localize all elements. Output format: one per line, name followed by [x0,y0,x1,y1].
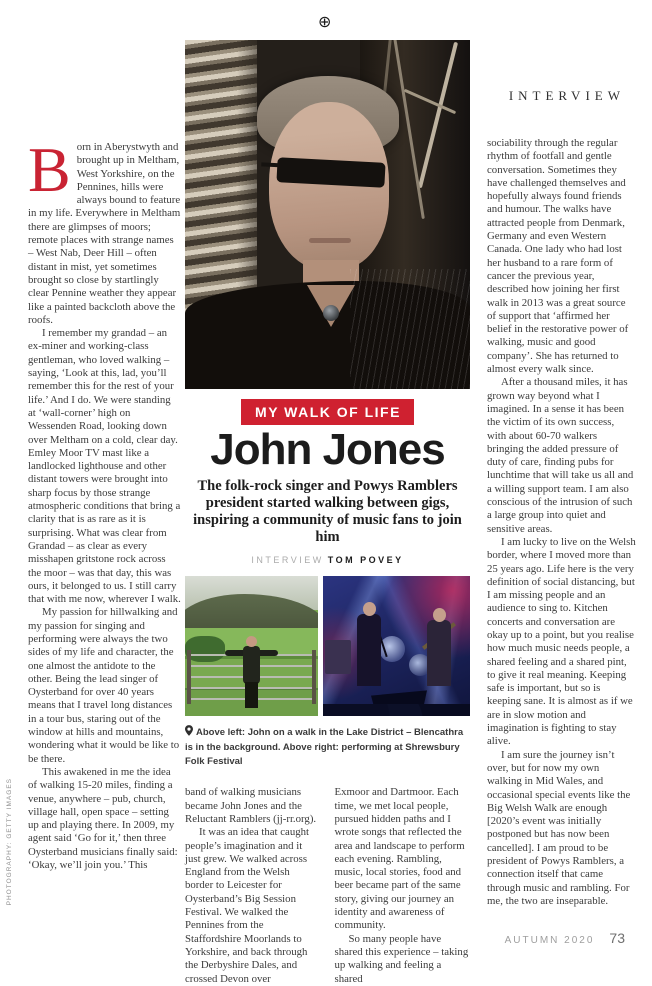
article-paragraph: This awakened in me the idea of walking 15-20 miles, finding a venue, anywhere – pub, church, village hall, open space – setting up and playing there. In 2009, my agent said ‘Go for it,’ then three Oysterband musicians finally said: ‘Okay, we’ll join you.’ This [28,765,178,872]
inset-photo-row [185,576,470,716]
photo-shape-figure [245,682,258,708]
registration-mark-icon: ⊕ [318,12,332,31]
section-header: INTERVIEW [508,88,625,103]
photo-shape [325,640,351,674]
location-pin-icon [185,725,193,741]
photo-shape-crowd [323,704,470,716]
photo-shape-pinstripe [350,269,470,389]
article-paragraph: I am lucky to live on the Welsh border, where I moved more than 25 years ago. Life here is the very definition of social distancing, but I am missing people and an audience to sing to. Kitchen concerts and conversation are okay up to a point, but you realise how much music needs people, a shared feeling and a shared pint, to give it real meaning. Keeping safe is important, but so is keeping sane. It is almost as if we are in slow motion and imagination is fighting to stay alive. [487,535,636,748]
photo-shape-mouth [309,238,351,243]
photo-shape-guitarist [427,620,451,686]
byline-name: TOM POVEY [327,555,404,566]
article-paragraph: Exmoor and Dartmoor. Each time, we met local people, pursued hidden paths and I wrote songs that reflected the area and landscape to perform each evening. Rambling, music, local stories, food and beer became part of the same story, giving our journey an identity and awareness of community. [334,786,465,932]
article-paragraph: sociability through the regular rhythm of footfall and gentle conversation. Sometimes they have challenged themselves and hopefully always found friends and humour. The walks have attracted people from Denmark, Germany and even Western Canada. One lady who had lost her husband to a rare form of cancer the previous year, described how joining her first walk in 2013 was a great source of support that ‘affirmed her belief in the restorative power of walking, music and good company’. She has returned to almost every walk since. [487,137,629,376]
page-footer [505,930,625,946]
article-column-1 [28,134,181,872]
photo-caption [185,725,470,769]
article-column-2 [185,786,321,985]
main-portrait-photo [185,40,470,389]
byline [185,555,470,565]
paragraph-text: orn in Aberystwyth and brought up in Meltham, West Yorkshire, on the Pennines, hills were always bound to feature in my life. Everywhere in Meltham there are glimpses of moors; remote places with strange names – West Nab, Deer Hill – often distant in mist, yet sometimes brought so close by startlingly clear Pennine weather they appear like a painted backcloth above the roofs. [28,141,181,326]
feature-center-column [185,40,470,986]
article-paragraph: band of walking musicians became John Jones and the Reluctant Ramblers (jj-rr.org). [185,786,317,825]
photo-shape [187,650,191,704]
photo-shape-singer [357,614,381,686]
caption-text: Above left: John on a walk in the Lake District – Blencathra is in the background. Above right: performing at Shrewsbury Folk Festival [185,727,464,768]
photo-shape-pendant [323,305,339,321]
photo-shape [312,650,316,704]
photo-shape-figure [243,646,260,684]
issue-label: AUTUMN 2020 [504,935,595,946]
article-column-3 [335,786,471,985]
stage-photo [323,576,470,716]
article-paragraph: I remember my grandad – an ex-miner and working-class gentleman, who loved walking – saying, ‘Look at this, lad, you’ll remember this for the rest of your life.’ And I do. We were standing at ‘wall-corner’ high on Wessenden Road, looking down over Meltham on a cold, clear day. Emley Moor TV mast like a landlocked lighthouse and other distant towers were brought into sharp focus by those strange atmospheric conditions that bring a clarity that is as rare as it is surprising. What was clear from Grandad – as clear as every misshapen gritstone rock across the moor – was that day, this was ours, it belonged to us. I still carry that with me now, wherever I walk. [28,327,181,606]
mid-columns [185,786,470,985]
photography-credit: PHOTOGRAPHY: GETTY IMAGES [6,778,13,906]
article-column-4 [487,137,636,908]
walk-photo [185,576,318,716]
article-paragraph: After a thousand miles, it has grown way beyond what I imagined. In a sense it has been the victim of its own success, with about 60-70 walkers bringing the added pressure of duty of care, finding pubs for lunchtime that will take us all and a willing support team. I am also conscious of the intrusion of such a large group into quiet and sensitive areas. [487,376,634,535]
article-paragraph: It was an idea that caught people’s imagination and it just grew. We walked across England from the Welsh border to Leicester for Oysterband’s Big Session Festival. We walked the Pennines from the Staffordshire Moorlands to Yorkshire, and back through the Derbyshire Dales, and crossed Devon over [185,826,310,985]
kicker-banner: MY WALK OF LIFE [241,399,414,425]
page-number: 73 [609,930,625,946]
page-title: John Jones [210,425,445,474]
article-paragraph: My passion for hillwalking and my passion for singing and performing were always the two sides of my life and character, the one almost the antidote to the other. Being the lead singer of Oysterband for over 40 years means that I travel long distances in a tour bus, staring out of the window at hills and mountains, wondering what it would be like to be there. [28,606,180,765]
article-paragraph: I am sure the journey isn’t over, but for now my own walking in Mid Wales, and occasional special events like the Big Welsh Walk are enough [2020’s event was initially postponed but has now been cancelled]. I am proud to be president of Powys Ramblers, a connection itself that came through music and rambling. For me, the two are inseparable. [487,748,631,907]
article-paragraph [28,134,181,327]
drop-cap: B [28,134,71,205]
byline-label: INTERVIEW [251,555,324,566]
standfirst: The folk-rock singer and Powys Ramblers president started walking between gigs, inspiring a community of music fans to join him [193,478,462,546]
article-paragraph: So many people have shared this experience – taking up walking and feeling a shared [334,932,469,985]
